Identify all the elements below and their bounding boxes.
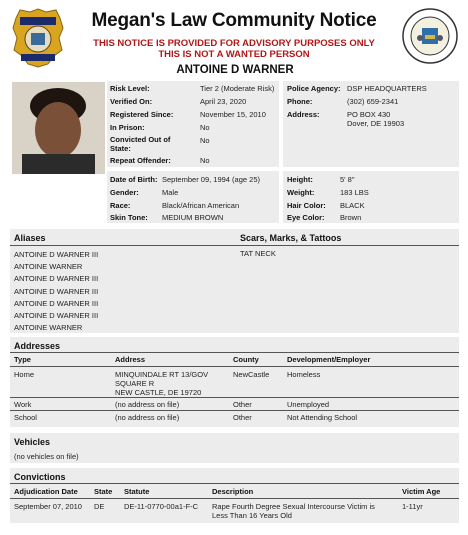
address-work-line1: (no address on file)	[115, 400, 180, 409]
eye-color-value: Brown	[340, 213, 362, 222]
address-school-dev: Not Attending School	[287, 413, 358, 422]
alias-list	[14, 249, 98, 334]
address-work-dev: Unemployed	[287, 400, 330, 409]
conviction-statute: DE-11-0770-00a1-F-C	[124, 502, 199, 511]
conviction-date: September 07, 2010	[14, 502, 82, 511]
gender-label: Gender:	[110, 188, 139, 197]
alias-item: ANTOINE D WARNER III	[14, 274, 99, 284]
dob-value: September 09, 1994 (age 25)	[162, 175, 260, 184]
hair-color-value: BLACK	[340, 201, 365, 210]
repeat-offender-label: Repeat Offender:	[110, 156, 171, 165]
in-prison-label: In Prison:	[110, 123, 145, 132]
conviction-desc-line2: Less Than 16 Years Old	[212, 511, 292, 520]
weight-label: Weight:	[287, 188, 315, 197]
address-home-type: Home	[14, 370, 35, 379]
address-col-dev: Development/Employer	[287, 355, 371, 364]
address-col-type: Type	[14, 355, 31, 364]
vehicles-text: (no vehicles on file)	[14, 452, 79, 461]
alias-item: ANTOINE D WARNER III	[14, 250, 99, 259]
phone-value: (302) 659-2341	[347, 97, 399, 106]
registered-label: Registered Since:	[110, 110, 174, 119]
alias-item: ANTOINE D WARNER III	[14, 286, 99, 296]
registered-value: November 15, 2010	[200, 110, 266, 119]
offender-name: ANTOINE D WARNER	[176, 64, 294, 76]
skin-tone-value: MEDIUM BROWN	[162, 213, 224, 222]
height-label: Height:	[287, 175, 313, 184]
convictions-divider	[10, 483, 459, 484]
address-col-county: County	[233, 355, 259, 364]
dob-label: Date of Birth:	[110, 175, 158, 184]
vehicles-title: Vehicles	[14, 437, 51, 447]
addresses-title: Addresses	[14, 341, 61, 351]
eye-color-label: Eye Color:	[287, 213, 325, 222]
phone-label: Phone:	[287, 97, 313, 106]
address-school-line1: (no address on file)	[115, 413, 180, 422]
addresses-divider	[10, 352, 459, 353]
agency-address-line1: PO BOX 430	[347, 110, 391, 119]
conviction-victim-age: 1-11yr	[402, 502, 423, 511]
address-school-type: School	[14, 413, 37, 422]
agency-address-label: Address:	[287, 110, 320, 119]
address-work-county: Other	[233, 400, 252, 409]
not-wanted-warning: THIS IS NOT A WANTED PERSON	[158, 49, 310, 60]
address-col-address: Address	[115, 355, 146, 364]
verified-label: Verified On:	[110, 97, 153, 106]
address-home-line1: MINQUINDALE RT 13/GOV	[115, 370, 209, 379]
advisory-warning: THIS NOTICE IS PROVIDED FOR ADVISORY PURPOSES ONLY	[93, 38, 375, 49]
conviction-col-date: Adjudication Date	[14, 487, 78, 496]
in-prison-value: No	[200, 123, 210, 132]
address-work-type: Work	[14, 400, 32, 409]
conviction-desc-line1: Rape Fourth Degree Sexual Intercourse Victim is	[212, 502, 375, 511]
delaware-state-seal-logo	[402, 8, 458, 64]
convicted-out-label: Convicted Out of State:	[110, 135, 171, 153]
height-value: 5' 8"	[340, 175, 355, 184]
conviction-col-statute: Statute	[124, 487, 150, 496]
address-home-county: NewCastle	[233, 370, 270, 379]
address-home-dev: Homeless	[287, 370, 321, 379]
convicted-out-value: No	[200, 136, 210, 145]
race-label: Race:	[110, 201, 131, 210]
race-value: Black/African American	[162, 201, 240, 210]
police-agency-value: DSP HEADQUARTERS	[347, 84, 427, 93]
aliases-title: Aliases	[14, 233, 46, 243]
conviction-col-victim-age: Victim Age	[402, 487, 441, 496]
notice-title: Megan's Law Community Notice	[91, 10, 377, 31]
offender-photo	[12, 82, 105, 174]
convictions-title: Convictions	[14, 472, 66, 482]
weight-value: 183 LBS	[340, 188, 369, 197]
address-home-line2: SQUARE R	[115, 379, 155, 388]
address-header-divider	[10, 366, 459, 367]
agency-address-line2: Dover, DE 19903	[347, 119, 405, 128]
alias-item: ANTOINE WARNER	[14, 262, 83, 272]
address-home-line3: NEW CASTLE, DE 19720	[115, 388, 202, 397]
risk-level-value: Tier 2 (Moderate Risk)	[200, 84, 275, 93]
address-school-county: Other	[233, 413, 252, 422]
alias-item: ANTOINE WARNER	[14, 323, 83, 333]
conviction-col-description: Description	[212, 487, 254, 496]
verified-value: April 23, 2020	[200, 97, 247, 106]
police-agency-label: Police Agency:	[287, 84, 341, 93]
repeat-offender-value: No	[200, 156, 210, 165]
scars-title: Scars, Marks, & Tattoos	[240, 233, 342, 243]
alias-item: ANTOINE D WARNER III	[14, 311, 99, 321]
risk-level-label: Risk Level:	[110, 84, 150, 93]
conviction-state: DE	[94, 502, 105, 511]
conviction-col-state: State	[94, 487, 113, 496]
scar-item: TAT NECK	[240, 249, 276, 258]
conviction-header-divider	[10, 498, 459, 499]
address-row-divider	[10, 410, 459, 411]
hair-color-label: Hair Color:	[287, 201, 326, 210]
delaware-state-police-badge-logo	[12, 8, 64, 68]
section-divider	[10, 245, 459, 246]
skin-tone-label: Skin Tone:	[110, 213, 148, 222]
gender-value: Male	[162, 188, 179, 197]
alias-item: ANTOINE D WARNER III	[14, 298, 99, 308]
address-row-divider	[10, 397, 459, 398]
